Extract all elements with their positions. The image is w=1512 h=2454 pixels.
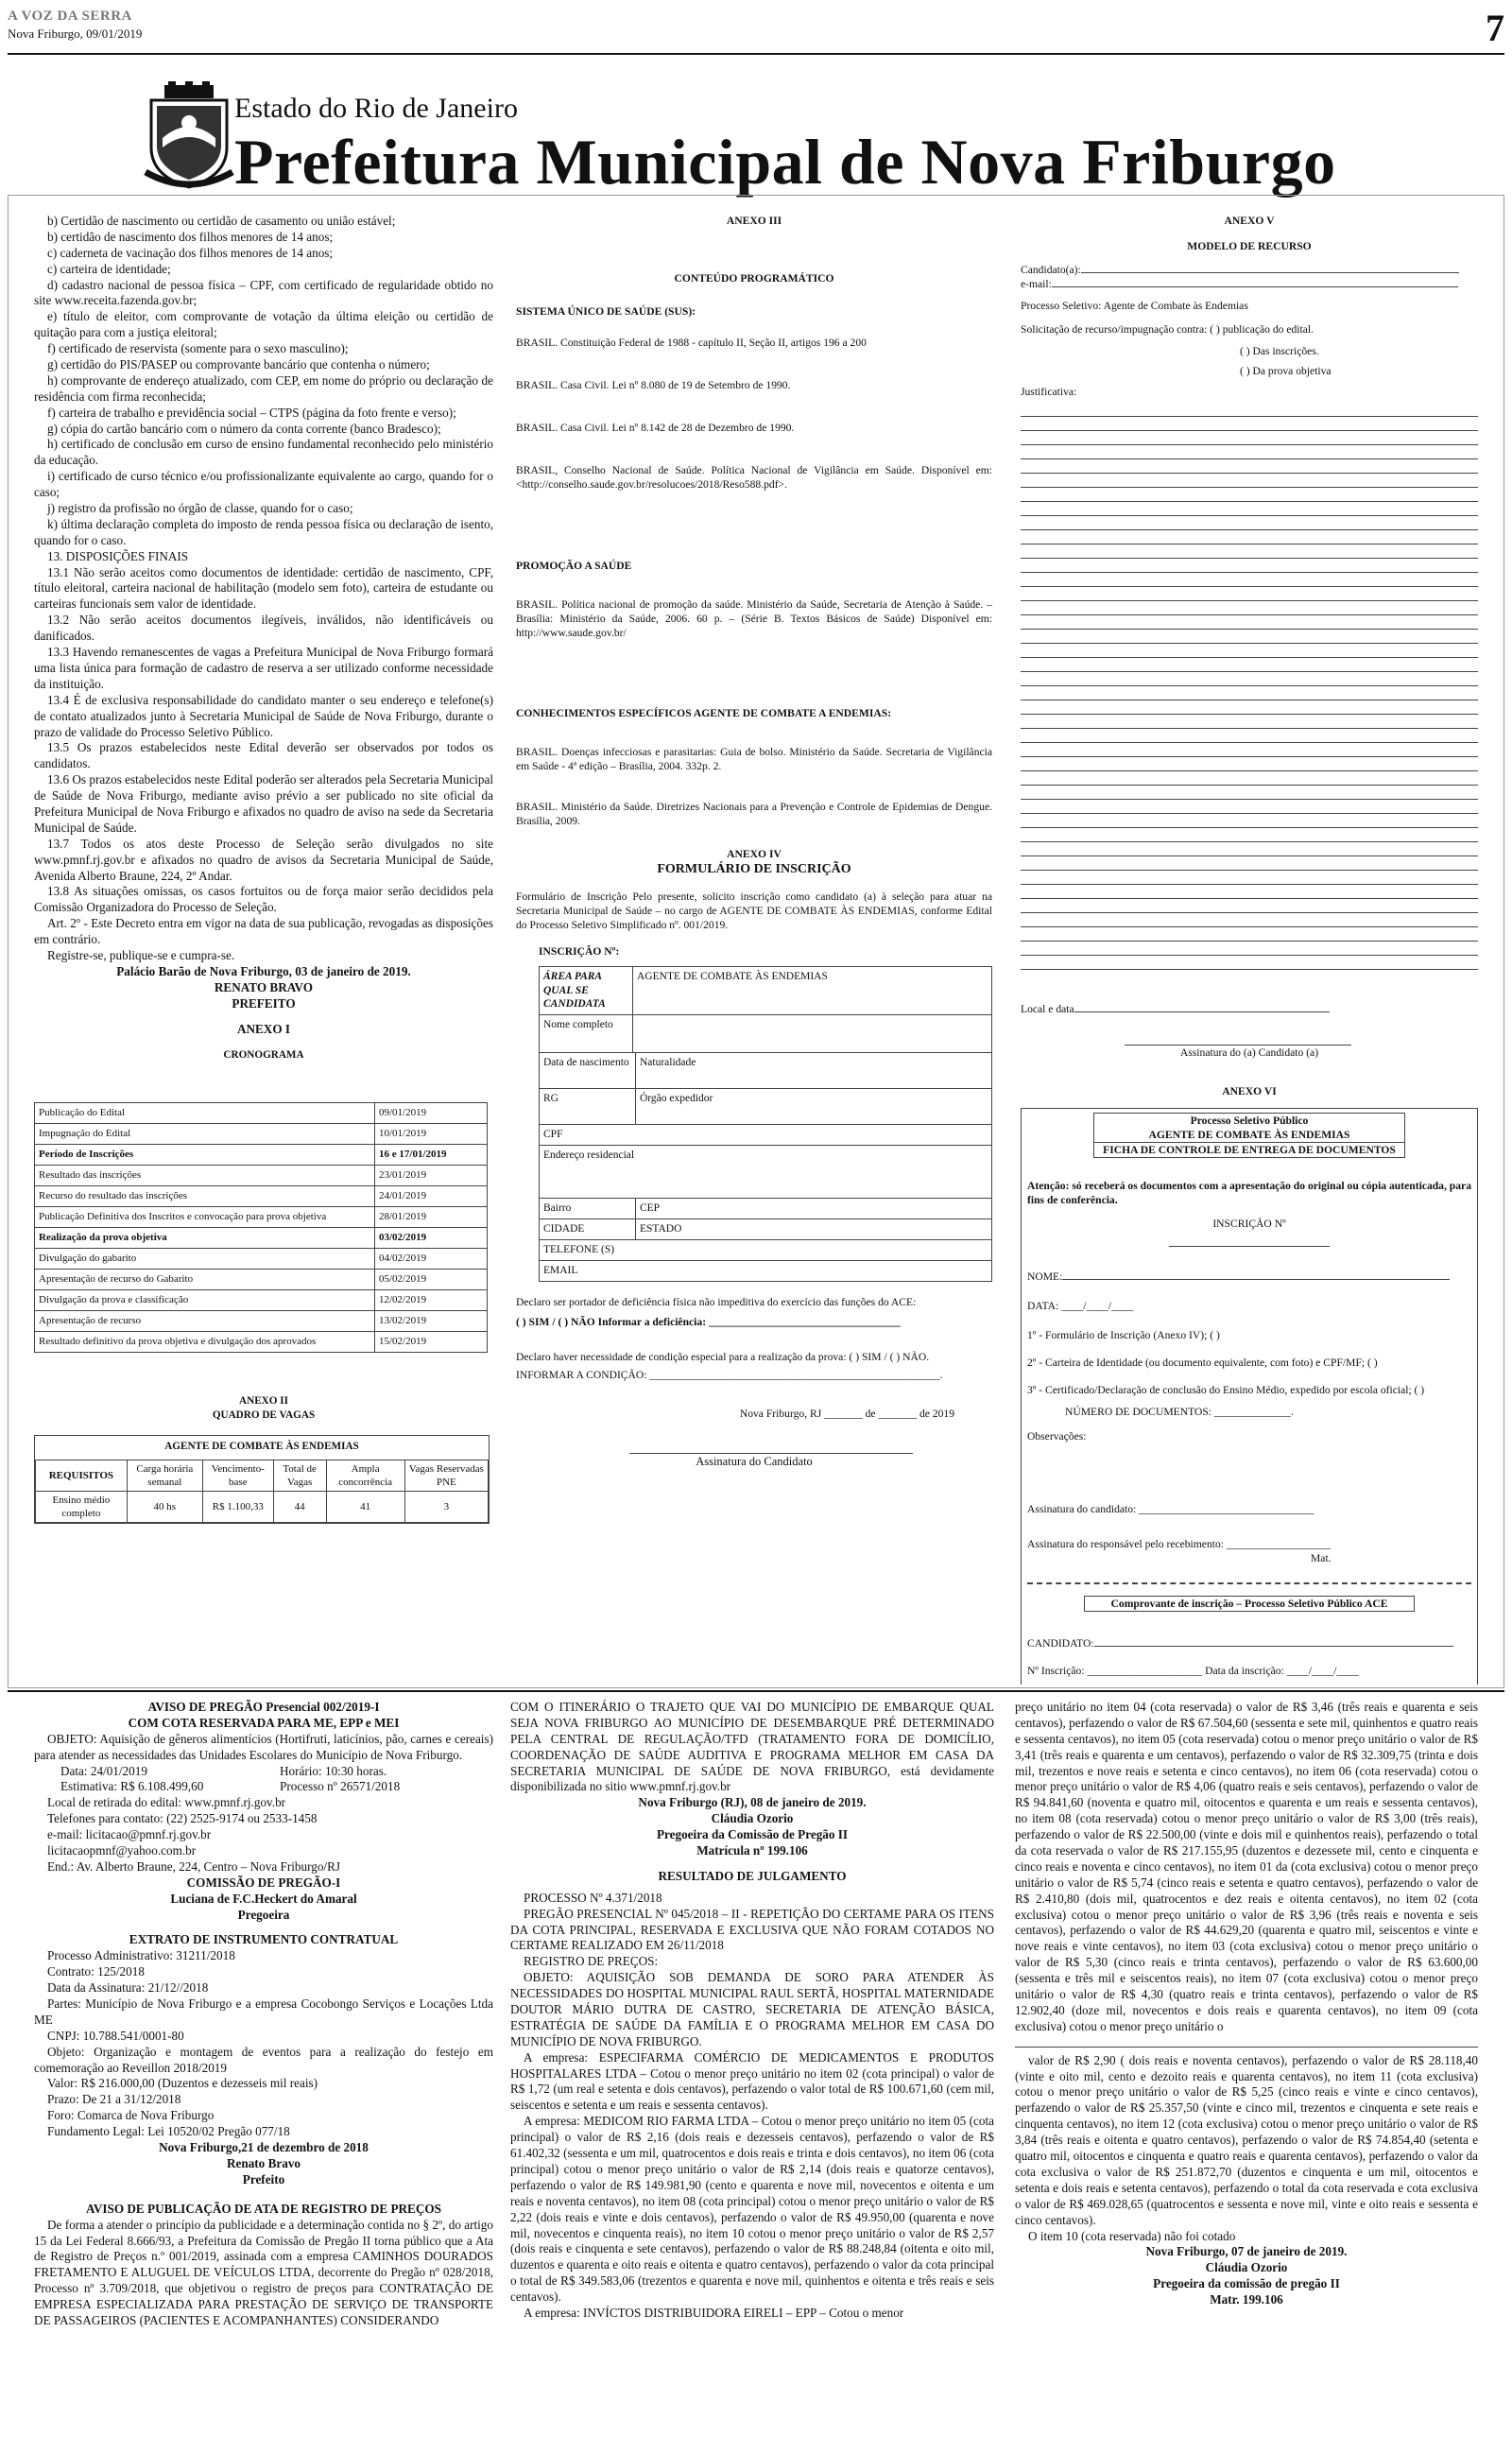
control-line: Processo Seletivo Público [1190,1114,1309,1127]
sus-heading: SISTEMA ÚNICO DE SAÚDE (SUS): [516,305,696,319]
processo-label: Processo Seletivo: Agente de Combate às Endemias [1021,300,1248,313]
paragraph: k) última declaração completa do imposto de renda pessoa física ou declaração de isento, quando for o caso. [34,516,493,547]
conteudo-title: CONTEÚDO PROGRAMÁTICO [674,272,834,285]
schedule-row [35,1185,488,1206]
reference: BRASIL. Política nacional de promoção da saúde. Ministério da Saúde, Secretaria de Atenção à Saúde. – Brasília: Ministério da Saúde, 2006. 60 p. – (Série B. Textos Básicos de Saúde) Disponível em: http://www.saude.gov.br/ [516,597,992,639]
ata-continuation: COM O ITINERÁRIO O TRAJETO QUE VAI DO MUNICÍPIO DE EMBARQUE QUAL SEJA NOVA FRIBURGO AO MUNICÍPIO DE DESEMBARQUE PRÉ DETERMINADO PELA CENTRAL DE REGULAÇÃO/TFD (TRATAMENTO FORA DE DOMICÍLIO, COORDENAÇÃO DE SAÚDE AUDITIVA E PROGRAMA MELHOR EM CASA DA SECRETARIA MUNICIPAL DE SAÚDE DE NOVA FRIBURGO, está devidamente disponibilizada no sitio www.pmnf.rj.gov.br [510,1700,994,1794]
paragraph: 13.7 Todos os atos deste Processo de Seleção serão divulgados no site www.pmnf.rj.gov.br e afixados no quadro de avisos da Secretaria Municipal de Saúde, Avenida Alberto Braune, 224, 2º Andar. [34,836,493,883]
signature-label: Assinatura do Candidato [696,1455,813,1469]
paragraph: c) caderneta de vacinação dos filhos menores de 14 anos; [47,245,334,260]
prefeitura-header [142,81,1399,198]
aviso-horario: Horário: 10:30 horas. [280,1763,387,1778]
telefone-field[interactable]: TELEFONE (S) [540,1240,992,1261]
schedule-event: Período de Inscrições [35,1144,375,1165]
paragraph: j) registro da profissão no órgão de classe, quando for o caso; [47,501,353,516]
schedule-event: Publicação do Edital [35,1102,375,1123]
schedule-date: 05/02/2019 [375,1269,488,1289]
mayor-title: PREFEITO [232,995,296,1011]
paragraph: 13.4 É de exclusiva responsabilidade do candidato manter o seu endereço e telefone(s) de contato atualizados junto à Secretaria Municipal de Saúde de Nova Friburgo, durante o prazo de validade do Processo Seletivo Público. [34,692,493,739]
resultado-date: Nova Friburgo, 07 de janeiro de 2019. [1145,2244,1348,2259]
modelo-title: MODELO DE RECURSO [1187,240,1312,253]
aviso-subtitle: COM COTA RESERVADA PARA ME, EPP e MEI [128,1715,400,1730]
extrato-title: EXTRATO DE INSTRUMENTO CONTRATUAL [129,1932,399,1947]
page-title: Prefeitura Municipal de Nova Friburgo [234,126,1336,198]
palace-date: Palácio Barão de Nova Friburgo, 03 de janeiro de 2019. [116,963,411,978]
paragraph: b) certidão de nascimento dos filhos menores de 14 anos; [47,229,334,244]
matricula: Matr. 199.106 [1210,2292,1283,2307]
resultado-paragraph: A empresa: MEDICOM RIO FARMA LTDA – Cotou o menor preço unitário no item 05 (cota principal) o valor de R$ 2,16 (dois reais e dezesseis centavos), perfazendo o valor de R$ 61.402,32 (sessenta e um mil, quatrocentos e dois reais e trinta e dois centavos), no item 06 (cota principal) cotou o menor preço unitário o valor de R$ 2,14 (dois reais e quatorze centavos), perfazendo o valor de R$ 149.981,90 (cento e quarenta e nove mil, novecentos e oitenta e um reais e noventa centavos), no item 08 (cota principal) cotou o menor preço unitário o valor de R$ 2,22 (dois reais e vinte e dois centavos), perfazendo o valor de R$ 49.950,00 (quarenta e nove mil, novecentos e cinquenta reais), no item 10 cotou o menor preço unitário o valor de R$ 2,57 (dois reais e cinquenta e sete centavos), perfazendo o valor de R$ 88.248,84 (oitenta e oito mil, duzentos e quarenta e oito reais e oitenta e quatro centavos), perfazendo o valor da cota principal o total de R$ 349.583,06 (trezentos e quarenta e nove mil, quinhentos e oitenta e três reais e seis centavos). [510,2114,994,2305]
sim-nao-checkbox[interactable]: ( ) SIM / ( ) NÃO [516,1316,595,1329]
paragraph: Registre-se, publique-se e cumpra-se. [47,947,235,962]
extrato-line: Foro: Comarca de Nova Friburgo [47,2108,215,2123]
vagas-header: Vagas Reservadas PNE [404,1460,488,1491]
paragraph: 13.5 Os prazos estabelecidos neste Edital deverão ser observados por todos os candidatos. [34,740,493,771]
control-sheet [1021,1108,1478,1685]
resultado-paragraph: A empresa: INVÍCTOS DISTRIBUIDORA EIRELI – EPP – Cotou o menor [524,2305,904,2320]
vagas-box [34,1435,490,1524]
nascimento-field[interactable]: Data de nascimento [540,1053,636,1089]
extrato-line: Processo Administrativo: 31211/2018 [47,1948,235,1963]
cep-field[interactable]: CEP [635,1199,991,1219]
checklist-item[interactable]: 3º - Certificado/Declaração de conclusão do Ensino Médio, expedido por escola oficial; ( ) [1027,1384,1425,1397]
inscricao-label: INSCRIÇÃO Nº: [539,944,620,958]
resultado-paragraph: A empresa: ESPECIFARMA COMÉRCIO DE MEDICAMENTOS E PRODUTOS HOSPITALARES LTDA – Cotou o menor preço unitário no item 02 (cota principal) o valor de R$ 1,72 (um real e setenta e dois centavos), perfazendo o valor total de R$ 100.671,60 (cem mil, seiscentos e setenta e um reais e sessenta centavos). [510,2049,994,2113]
vagas-header: Total de Vagas [273,1460,326,1491]
vagas-header: Vencimento-base [202,1460,273,1491]
especificos-heading: CONHECIMENTOS ESPECÍFICOS AGENTE DE COMBATE A ENDEMIAS: [516,706,892,719]
anexo-vi-title: ANEXO VI [1222,1084,1277,1097]
schedule-event: Divulgação do gabarito [35,1248,375,1269]
control-line: AGENTE DE COMBATE ÀS ENDEMIAS [1148,1128,1350,1141]
state-name: Estado do Rio de Janeiro [234,93,518,124]
local-data-field[interactable] [1021,1002,1478,1016]
paragraph: 13.6 Os prazos estabelecidos neste Edital poderão ser alterados pela Secretaria Municipal de Saúde de Nova Friburgo, mediante aviso prévio a ser publicado no site oficial da Prefeitura Municipal de Nova Friburgo e afixados no quadro de aviso na sede da Secretaria Municipal de Saúde. [34,772,493,835]
resultado-note: O item 10 (cota reservada) não foi cotado [1028,2228,1236,2243]
vagas-cell: R$ 1.100,33 [202,1491,273,1522]
naturalidade-field[interactable]: Naturalidade [635,1053,991,1089]
schedule-row [35,1144,488,1165]
inscricao-label: INSCRIÇÃO Nº [1212,1218,1286,1231]
column-recurso [1021,214,1478,1685]
schedule-event: Impugnação do Edital [35,1123,375,1144]
column-resultado [510,1700,994,2446]
schedule-date: 28/01/2019 [375,1206,488,1227]
coat-of-arms-icon [142,81,236,193]
schedule-date: 24/01/2019 [375,1185,488,1206]
resultado-pregao: PREGÃO PRESENCIAL Nº 045/2018 – II - REPETIÇÃO DO CERTAME PARA OS ITENS DA COTA PRINCIPAL, RESERVADA E EXCLUSIVA QUE NÃO FORAM COTADOS NO CERTAME REALIZADO EM 26/11/2018 [510,1906,994,1953]
checklist-item[interactable]: 1º - Formulário de Inscrição (Anexo IV); ( ) [1027,1329,1220,1342]
reference: BRASIL. Casa Civil. Lei nº 8.142 de 28 de Dezembro de 1990. [516,422,795,435]
pregoeira-title: Pregoeira [237,1907,290,1922]
extrato-line: Contrato: 125/2018 [47,1964,145,1979]
resultado-processo: PROCESSO Nº 4.371/2018 [524,1890,662,1905]
vagas-header: REQUISITOS [36,1460,128,1491]
resultado-objeto: OBJETO: AQUISIÇÃO SOB DEMANDA DE SORO PARA ATENDER ÀS NECESSIDADES DO HOSPITAL MUNICIPAL RAUL SERTÃ, HOSPITAL MATERNIDADE DOUTOR MÁRIO DUTRA DE CASTRO, SECRETARIA DE ATENÇÃO BÁSICA, ESTRATÉGIA DE SAÚDE DA FAMÍLIA E O PROGRAMA MELHOR EM CASA DO MUNICÍPIO DE NOVA FRIBURGO. [510,1970,994,2048]
paragraph: e) título de eleitor, com comprovante de votação da última eleição ou certidão de quitação para com a justiça eleitoral; [34,309,493,340]
opcao-inscricoes[interactable]: ( ) Das inscrições. [1240,345,1319,358]
schedule-event: Divulgação da prova e classificação [35,1289,375,1310]
ficha-title: FORMULÁRIO DE INSCRIÇÃO [657,862,851,877]
checklist-item[interactable]: 2º - Carteira de Identidade (ou documento equivalente, com foto) e CPF/MF; ( ) [1027,1357,1378,1370]
vagas-table [35,1460,489,1523]
vagas-header: Carga horária semanal [127,1460,202,1491]
promocao-heading: PROMOÇÃO A SAÚDE [516,559,632,572]
quadro-title: QUADRO DE VAGAS [212,1408,316,1421]
schedule-row [35,1102,488,1123]
informar-condicao[interactable]: INFORMAR A CONDIÇÃO: _____________________________________________________. [516,1369,943,1382]
schedule-row [35,1269,488,1289]
paper-name: A VOZ DA SERRA [8,9,132,24]
extrato-line: Partes: Município de Nova Friburgo e a empresa Cocobongo Serviços e Locações Ltda ME [34,1996,493,2027]
extrato-line: Data da Assinatura: 21/12//2018 [47,1980,209,1996]
aviso-processo: Processo nº 26571/2018 [280,1779,401,1794]
edition-date: Nova Friburgo, 09/01/2019 [8,26,143,41]
signature-label: Assinatura do (a) Candidato (a) [1179,1046,1319,1059]
data-inscricao[interactable]: Data da inscrição: ____/____/____ [1205,1664,1359,1677]
vagas-cell: 40 hs [127,1491,202,1522]
schedule-event: Resultado das inscrições [35,1165,375,1185]
paragraph: d) cadastro nacional de pessoa física – CPF, com certificado de regularidade obtido no site www.receita.fazenda.gov.br; [34,277,493,308]
candidate-signature[interactable]: Assinatura do candidato: ________________________________ [1027,1502,1314,1515]
paragraph: g) certidão do PIS/PASEP ou comprovante bancário que contenha o número; [47,357,430,372]
comprovante-box [1084,1596,1415,1612]
cronograma-title: CRONOGRAMA [223,1049,304,1062]
extrato-line: Fundamento Legal: Lei 10520/02 Pregão 077/18 [47,2124,290,2139]
extrato-signer: Renato Bravo [226,2155,301,2170]
paragraph: 13.1 Não serão aceitos como documentos de identidade: certidão de nascimento, CPF, título eleitoral, carteira nacional de habilitação (modelo sem foto), carteira de estudante ou carteiras funcionais sem valor de identidade. [34,564,493,612]
nome-label: NOME: [1027,1270,1063,1284]
schedule-row [35,1227,488,1248]
extrato-signer-title: Prefeito [242,2171,285,2186]
resultado-paragraph: valor de R$ 2,90 ( dois reais e noventa centavos), perfazendo o valor de R$ 28.118,40 (vinte e oito mil, cento e dezoito reais e quarenta centavos), no item 11 (cota exclusiva) cotou o menor preço unitário o valor de R$ 5,25 (cinco reais e vinte e cinco centavos), perfazendo o valor de R$ 25.357,50 (vinte e cinco mil, trezentos e cinquenta e sete reais e cinquenta centavos), no item 12 (cota exclusiva) cotou o menor preço unitário o valor de R$ 3,84 (três reais e oitenta e quatro centavos), perfazendo o valor de R$ 74.854,40 (setenta e quatro mil, oitocentos e cinquenta e quatro reais e quarenta centavos), perfazendo o valor da cota exclusiva o valor de R$ 251.872,70 (duzentos e cinquenta e um mil, oitocentos e setenta e dois reais e setenta centavos), perfazendo o total da cota reservada e cota exclusiva o valor de R$ 469.028,65 (quatrocentos e sessenta e nove mil, vinte e oito reais e sessenta e cinco centavos). [1015,2052,1478,2227]
schedule-date: 23/01/2019 [375,1165,488,1185]
candidato-label: CANDIDATO: [1027,1636,1094,1650]
paragraph: f) certificado de reservista (somente para o sexo masculino); [47,341,349,356]
registration-form [539,966,992,1283]
schedule-row [35,1310,488,1331]
schedule-date: 15/02/2019 [375,1331,488,1352]
email-field[interactable]: EMAIL [540,1261,992,1282]
paragraph: 13.8 As situações omissas, os casos fortuitos ou de força maior serão decididos pela Comissão Organizadora do Processo de Seleção. [34,884,493,915]
nome-input[interactable] [633,1015,992,1053]
anexo-iv-title: ANEXO IV [727,848,782,861]
nome-field[interactable]: Nome completo [540,1015,633,1053]
aviso-local: Local de retirada do edital: www.pmnf.rj.gov.br [47,1795,286,1810]
masthead [8,8,1504,55]
schedule-event: Publicação Definitiva dos Inscritos e convocação para prova objetiva [35,1206,375,1227]
schedule-date: 13/02/2019 [375,1310,488,1331]
informar-deficiencia[interactable]: Informar a deficiência: ___________________________________ [597,1316,901,1329]
paragraph: c) carteira de identidade; [47,261,171,276]
numero-inscricao[interactable]: Nº Inscrição: _____________________ [1027,1664,1203,1677]
mayor-name: RENATO BRAVO [214,979,314,994]
vagas-cell: 41 [326,1491,404,1522]
email-label: e-mail: [1021,278,1052,291]
vagas-cell: Ensino médio completo [36,1491,128,1522]
pregoeira-title: Pregoeira da Comissão de Pregão II [656,1827,849,1842]
column-avisos [34,1700,493,2446]
paragraph: i) certificado de curso técnico e/ou profissionalizante equivalente ao cargo, quando for o caso; [34,469,493,500]
schedule-row [35,1289,488,1310]
deficiencia-options [516,1315,992,1329]
cpf-field[interactable]: CPF [540,1125,992,1146]
edital-paragraphs [34,214,493,1063]
estado-field[interactable]: ESTADO [635,1219,991,1240]
aviso-data-row [34,1764,493,1780]
anexo-v-title: ANEXO V [1224,215,1275,227]
resultado-registro: REGISTRO DE PREÇOS: [524,1954,659,1969]
candidato-field[interactable] [1027,1636,1471,1650]
aviso-endereco: End.: Av. Alberto Braune, 224, Centro – Nova Friburgo/RJ [47,1858,340,1874]
area-value: AGENTE DE COMBATE ÀS ENDEMIAS [633,966,992,1015]
aviso-email2: licitacaopmnf@yahoo.com.br [47,1843,197,1858]
aviso-telefones: Telefones para contato: (22) 2525-9174 ou 2533-1458 [47,1811,318,1826]
extrato-date: Nova Friburgo,21 de dezembro de 2018 [159,2140,369,2155]
aviso-email: e-mail: licitacao@pmnf.rj.gov.br [47,1827,212,1842]
vagas-cell: 44 [273,1491,326,1522]
extrato-line: Prazo: De 21 a 31/12/2018 [47,2092,181,2107]
aviso-objeto: OBJETO: Aquisição de gêneros alimentícios (Hortifruti, laticínios, pão, carnes e cereais) para atender as necessidades das Unidades Escolares do Município de Nova Friburgo. [34,1731,493,1762]
schedule-event: Realização da prova objetiva [35,1227,375,1248]
reference: BRASIL, Conselho Nacional de Saúde. Política Nacional de Vigilância em Saúde. Disponível em: <http://conselho.saude.gov.br/resolucoes/2018/Reso588.pdf>. [516,464,992,492]
inscricao-data-row [1027,1664,1471,1678]
schedule-event: Apresentação de recurso do Gabarito [35,1269,375,1289]
receiver-signature[interactable]: Assinatura do responsável pelo recebimento: ___________________ [1027,1537,1332,1550]
column-anexos [516,214,992,1685]
reference: BRASIL. Constituição Federal de 1988 - capítulo II, Seção II, artigos 196 a 200 [516,337,867,350]
aviso-ata-title: AVISO DE PUBLICAÇÃO DE ATA DE REGISTRO DE PREÇOS [86,2201,441,2216]
anexo-iii-title: ANEXO III [726,215,782,227]
area-label: ÁREA PARA QUAL SE CANDIDATA [540,966,633,1015]
schedule-row [35,1331,488,1352]
schedule-date: 16 e 17/01/2019 [375,1144,488,1165]
paragraph: Art. 2º - Este Decreto entra em vigor na data de sua publicação, revogadas as disposições em contrário. [34,916,493,947]
orgao-field[interactable]: Órgão expedidor [635,1089,991,1125]
column-edital [34,214,493,1685]
anexo-ii-title: ANEXO II [239,1394,288,1407]
paragraph: g) cópia do cartão bancário com o número da conta corrente (banco Bradesco); [47,421,441,436]
schedule-date: 04/02/2019 [375,1248,488,1269]
schedule-row [35,1248,488,1269]
resultado-date: Nova Friburgo (RJ), 08 de janeiro de 2019. [638,1795,867,1810]
paragraph: f) carteira de trabalho e previdência social – CTPS (página da foto frente e verso); [47,405,456,420]
control-line: FICHA DE CONTROLE DE ENTREGA DE DOCUMENTOS [1094,1142,1404,1157]
vagas-title: AGENTE DE COMBATE ÀS ENDEMIAS [164,1441,359,1453]
candidato-label: Candidato(a): [1021,264,1081,277]
inscricao-line[interactable] [1169,1246,1330,1247]
observacoes-label: Observações: [1027,1429,1087,1443]
paragraph: 13.3 Havendo remanescentes de vagas a Prefeitura Municipal de Nova Friburgo formará uma lista única para formação de cadastro de reserva a ser utilizado conforme necessidade da instituição. [34,645,493,691]
cidade-field[interactable]: CIDADE [540,1219,636,1240]
divider [1015,2047,1478,2048]
matricula: Matrícula nº 199.106 [696,1843,808,1858]
pregoeira-name: Cláudia Ozorio [1205,2260,1288,2275]
condicao-declaration: Declaro haver necessidade de condição especial para a realização da prova: ( ) SIM / ( ) NÃO. [516,1351,930,1364]
schedule-row [35,1123,488,1144]
schedule-date: 12/02/2019 [375,1289,488,1310]
schedule-row [35,1165,488,1185]
vagas-cell: 3 [404,1491,488,1522]
deficiencia-declaration: Declaro ser portador de deficiência física não impeditiva do exercício das funções do ACE: [516,1296,917,1309]
paragraph: 13.2 Não serão aceitos documentos ilegíveis, inválidos, não identificáveis ou danificados. [34,613,493,644]
comprovante-title: Comprovante de inscrição – Processo Seletivo Público ACE [1110,1597,1388,1610]
local-data: Nova Friburgo, RJ _______ de _______ de 2019 [739,1408,954,1421]
vagas-header: Ampla concorrência [326,1460,404,1491]
reference: BRASIL. Casa Civil. Lei nº 8.080 de 19 de Setembro de 1990. [516,379,791,392]
page-number: 7 [1486,7,1504,49]
aviso-estimativa-row [34,1779,493,1795]
pregoeira-name: Cláudia Ozorio [711,1811,794,1826]
aviso-ata-text: De forma a atender o princípio da publicidade e a determinação contida no § 2º, do artigo 15 da Lei Federal 8.666/93, a Prefeitura da Comissão de Pregão II torna público que a Ata de Registro de Preços n.º 001/2019, assinada com a empresa CAMINHOS DOURADOS FRETAMENTO E ALUGUEL DE VEÍCULOS LTDA, decorrente do Pregão nº 028/2018, Processo nº 3.709/2018, que objetivou o registro de preços para CONTRATAÇÃO DE EMPRESA ESPECIALIZADA PARA PRESTAÇÃO DE SERVIÇO DE TRANSPORTE DE PASSAGEIROS (PACIENTES E ACOMPANHANTES) CONSIDERANDO [34,2217,493,2327]
aviso-data: Data: 24/01/2019 [60,1763,147,1778]
column-resultado-cont [1015,1700,1478,2446]
justificativa-label: Justificativa: [1021,385,1077,398]
anexo-i-title: ANEXO I [236,1021,291,1036]
extrato-line: Objeto: Organização e montagem de eventos para a realização do festejo em comemoração ao Reveillon 2018/2019 [34,2044,493,2075]
extrato-line: CNPJ: 10.788.541/0001-80 [47,2028,184,2043]
endereco-field[interactable]: Endereço residencial [540,1146,992,1199]
cut-line [1027,1582,1471,1584]
schedule-event: Recurso do resultado das inscrições [35,1185,375,1206]
atencao-note: Atenção: só receberá os documentos com a apresentação do original ou cópia autenticada, para fins de conferência. [1027,1179,1471,1206]
local-data-label: Local e data [1021,1002,1074,1015]
justificativa-lines[interactable] [1021,403,1478,970]
email-field[interactable] [1021,277,1478,291]
reference: BRASIL. Ministério da Saúde. Diretrizes Nacionais para a Prevenção e Controle de Epidemias de Dengue. Brasília, 2009. [516,800,992,827]
bairro-field[interactable]: Bairro [540,1199,636,1219]
rg-field[interactable]: RG [540,1089,636,1125]
comissao-title: COMISSÃO DE PREGÃO-I [186,1875,341,1890]
numero-documentos[interactable]: NÚMERO DE DOCUMENTOS: ______________. [1065,1406,1294,1419]
opcao-prova[interactable]: ( ) Da prova objetiva [1240,365,1332,378]
solicitacao-label[interactable]: Solicitação de recurso/impugnação contra: ( ) publicação do edital. [1021,323,1314,337]
aviso-estimativa: Estimativa: R$ 6.108.499,60 [60,1779,204,1794]
resultado-paragraph: preço unitário no item 04 (cota reservada) o valor de R$ 3,46 (três reais e quarenta e seis centavos), perfazendo o valor de R$ 67.504,60 (sessenta e sete mil, quinhentos e quatro reais e sessenta centavos), no item 05 (cota reservada) cotou o menor preço unitário o valor de R$ 3,41 (três reais e quarenta e um centavos), perfazendo o valor de R$ 32.309,75 (trinta e dois mil, trezentos e nove reais e setenta e cinco centavos), no item 06 (cota reservada) cotou o menor preço unitário o valor de R$ 4,06 (quatro reais e seis centavos), perfazendo o valor de R$ 94.841,60 (noventa e quatro mil, oitocentos e quarenta e um reais e sessenta centavos), no item 08 (cota reservada) cotou o menor preço unitário o valor de R$ 3,00 (três reais), perfazendo o valor de R$ 22.500,00 (vinte e dois mil e quinhentos reais), perfazendo o total da cota reservada o valor de R$ 217.155,95 (duzentos e dezessete mil, cento e cinquenta e cinco reais e noventa e cinco centavos), no item 01 da (cota exclusiva) cotou o menor preço unitário o valor de R$ 5,74 (cinco reais e setenta e quatro centavos), perfazendo o valor de R$ 2.410,80 (dois mil, quatrocentos e dez reais e oitenta centavos), no item 02 (cota exclusiva) cotou o menor preço unitário o valor de R$ 3,96 (três reais e noventa e seis centavos), perfazendo o valor de R$ 44.629,20 (quarenta e quatro mil, seiscentos e vinte e nove reais e vinte centavos), no item 03 (cota exclusiva) cotou o menor preço unitário o valor de R$ 5,30 (cinco reais e trinta centavos), perfazendo o valor de R$ 63.600,00 (sessenta e três mil e seiscentos reais), no item 07 (cota exclusiva) cotou o menor preço unitário o valor de R$ 4,30 (quatro reais e trinta centavos), perfazendo o valor de R$ 12.902,40 (doze mil, novecentos e dois reais e quarenta centavos), no item 09 (cota exclusiva) cotou o menor preço unitário o [1015,1700,1478,2033]
schedule-date: 03/02/2019 [375,1227,488,1248]
extrato-line: Valor: R$ 216.000,00 (Duzentos e dezesseis mil reais) [47,2076,318,2091]
paragraph: h) comprovante de endereço atualizado, com CEP, em nome do próprio ou declaração de residência com firma reconhecida; [34,372,493,404]
paragraph: b) Certidão de nascimento ou certidão de casamento ou união estável; [47,214,396,228]
data-field[interactable]: DATA: ____/____/____ [1027,1300,1134,1313]
schedule-event: Apresentação de recurso [35,1310,375,1331]
schedule-date: 09/01/2019 [375,1102,488,1123]
candidato-field[interactable] [1021,263,1478,277]
pregoeira-name: Luciana de F.C.Heckert do Amaral [170,1891,357,1906]
pregoeira-title: Pregoeira da comissão de pregão II [1153,2276,1340,2291]
ficha-intro: Formulário de Inscrição Pelo presente, solicito inscrição como candidato (a) à seleção para atuar na Secretaria Municipal de Saúde – no cargo de AGENTE DE COMBATE ÀS ENDEMIAS, conforme Edital do Processo Seletivo Simplificado nº. 001/2019. [516,890,992,932]
section-heading: 13. DISPOSIÇÕES FINAIS [47,548,189,563]
nome-field[interactable] [1027,1270,1471,1284]
schedule-event: Resultado definitivo da prova objetiva e divulgação dos aprovados [35,1331,375,1352]
schedule-table [34,1102,488,1353]
schedule-date: 10/01/2019 [375,1123,488,1144]
aviso-title: AVISO DE PREGÃO Presencial 002/2019-I [147,1700,380,1714]
paragraph: h) certificado de conclusão em curso de ensino fundamental reconhecido pelo ministério da educação. [34,437,493,468]
resultado-title: RESULTADO DE JULGAMENTO [658,1868,847,1883]
control-header [1093,1113,1405,1158]
mat-label: Mat. [1311,1551,1332,1564]
schedule-row [35,1206,488,1227]
section-divider [8,1690,1504,1692]
reference: BRASIL. Doenças infecciosas e parasitarias: Guia de bolso. Ministério da Saúde. Secretaria de Vigilância em Saúde - 4ª edição – Brasília, 2004. 332p. 2. [516,745,992,772]
